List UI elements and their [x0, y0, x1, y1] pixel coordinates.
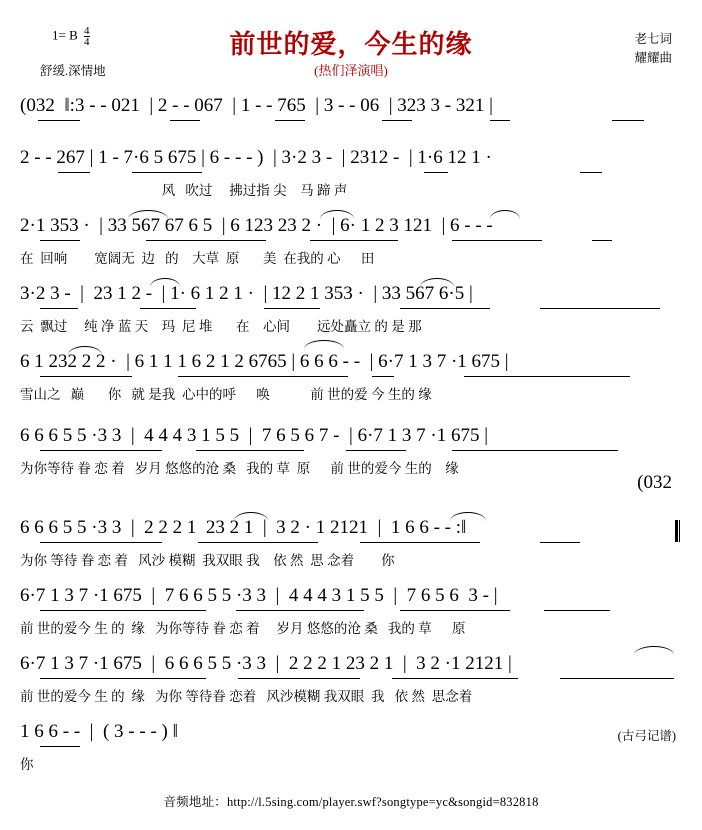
page-title: 前世的爱，今生的缘 — [229, 30, 473, 59]
notation-line: 6·7 1 3 7 ·1 675 | 7 6 6 5 5 ·3 3 | 4 4 4 3 1 5 5 | 7 6 5 6 3 - | — [20, 585, 498, 606]
beam-mark — [580, 172, 602, 173]
tie-mark — [450, 512, 486, 521]
beam-mark — [490, 120, 510, 121]
beam-mark — [198, 542, 318, 543]
beam-mark — [40, 308, 78, 309]
audio-link-text: 音频地址：http://l.5sing.com/player.swf?songtype=yc&songid=832818 — [163, 795, 539, 809]
beam-mark — [146, 240, 266, 241]
tie-mark — [150, 278, 180, 287]
beam-mark — [560, 678, 674, 679]
tie-mark — [490, 210, 520, 219]
beam-mark — [310, 240, 398, 241]
lyrics-line: 你 — [20, 757, 34, 772]
repeat-barline — [675, 520, 680, 542]
music-system-6 — [20, 425, 682, 493]
music-system-2 — [20, 148, 682, 199]
beam-mark — [612, 120, 644, 121]
music-system-1 — [20, 96, 682, 124]
music-system-7 — [20, 518, 682, 569]
music-system-5 — [20, 352, 682, 403]
beam-mark — [140, 308, 196, 309]
beam-mark — [400, 308, 490, 309]
beam-mark — [264, 308, 320, 309]
music-system-3 — [20, 216, 682, 267]
tie-mark — [320, 210, 354, 219]
key-label: 1= B — [52, 27, 78, 43]
beam-mark — [236, 610, 364, 611]
beam-mark — [382, 120, 412, 121]
beam-mark — [40, 746, 80, 747]
transcriber-credit: (古弓记谱) — [617, 729, 676, 743]
lyrics-line: 风 吹过 拂过指 尖 马 蹄 声 — [20, 183, 348, 198]
beam-mark — [58, 172, 90, 173]
tempo-mood-marking: 舒缓.深情地 — [40, 64, 106, 78]
tie-mark — [420, 278, 454, 287]
lyrics-line: 前 世的爱今 生 的 缘 为你等待 眷 恋 着 岁月 悠悠的沧 桑 我的 草 原 — [20, 621, 466, 636]
beam-mark — [40, 610, 206, 611]
beam-mark — [196, 450, 304, 451]
beam-mark — [40, 376, 132, 377]
beam-mark — [40, 678, 206, 679]
lyrics-line: 在 回响 宽阔无 边 的 大草 原 美 在我的 心 田 — [20, 251, 375, 266]
lyrics-line: 云 飘过 纯 净 蓝 天 玛 尼 堆 在 心间 远处矗立 的 是 那 — [20, 319, 422, 334]
beam-mark — [170, 120, 200, 121]
tie-mark — [68, 346, 102, 355]
lyrics-line: 前 世的爱今 生 的 缘 为你 等待眷 恋着 风沙模糊 我双眼 我 依 然 思念着 — [20, 689, 473, 704]
beam-mark — [452, 450, 618, 451]
beam-mark — [464, 376, 630, 377]
notation-line: (032 ‖:3 - - 021 | 2 - - 067 | 1 - - 765 | 3 - - 06 | 323 3 - 321 | — [20, 95, 493, 116]
beam-mark — [540, 542, 580, 543]
pickup-repeat-marker: (032 — [637, 472, 672, 493]
beam-mark — [372, 376, 394, 377]
beam-mark — [360, 542, 480, 543]
tie-mark — [304, 340, 344, 349]
beam-mark — [38, 120, 80, 121]
beam-mark — [392, 678, 518, 679]
tie-mark — [234, 512, 268, 521]
beam-mark — [540, 308, 660, 309]
lyrics-line: 为你等待 眷 恋 着 岁月 悠悠的沧 桑 我的 草 原 前 世的爱今 生的 缘 — [20, 461, 459, 476]
tie-mark — [634, 646, 674, 655]
beam-mark — [275, 120, 305, 121]
composer-credit: 耀耀曲 — [634, 51, 672, 66]
beam-mark — [238, 678, 360, 679]
credits — [634, 30, 672, 69]
notation-line: 6 1 232 2 2 · | 6 1 1 1 6 2 1 2 6765 | 6 6 6 - - | 6·7 1 3 7 ·1 675 | — [20, 351, 509, 372]
lyrics-line: 为你 等待 眷 恋 着 风沙 模糊 我双眼 我 依 然 思 念着 你 — [20, 553, 395, 568]
notation-line: 6·7 1 3 7 ·1 675 | 6 6 6 5 5 ·3 3 | 2 2 2 1 23 2 1 | 3 2 ·1 2121 | — [20, 653, 512, 674]
beam-mark — [592, 240, 612, 241]
beam-mark — [40, 450, 162, 451]
lyrics-line: 雪山之 巅 你 就 是我 心中的呼 唤 前 世的爱 今 生的 缘 — [20, 387, 432, 402]
notation-line: 6 6 6 5 5 ·3 3 | 2 2 2 1 23 2 1 | 3 2 · 1 2121 | 1 6 6 - - :‖ — [20, 517, 467, 538]
tie-mark — [128, 210, 168, 219]
beam-mark — [400, 610, 510, 611]
music-system-4 — [20, 284, 682, 335]
notation-line: 6 6 6 5 5 ·3 3 | 4 4 4 3 1 5 5 | 7 6 5 6 7 - | 6·7 1 3 7 ·1 675 | — [20, 425, 489, 446]
notation-line: 2 - - 267 | 1 - 7·6 5 675 | 6 - - - ) | 3·2 3 - | 2312 - | 1·6 12 1 · — [20, 147, 492, 168]
lyricist-credit: 老七词 — [634, 32, 672, 46]
beam-mark — [346, 450, 406, 451]
performer-subtitle: (热们泽演唱) — [314, 63, 388, 78]
notation-line: 1 6 6 - - | ( 3 - - - ) ‖ — [20, 721, 178, 742]
music-system-9 — [20, 654, 682, 705]
beam-mark — [544, 610, 610, 611]
beam-mark — [132, 172, 202, 173]
notation-line: 2·1 353 · | 33 567 67 6 5 | 6 123 23 2 · | 6· 1 2 3 121 | 6 - - - — [20, 215, 493, 236]
time-signature-numerator: 4 — [84, 25, 90, 37]
time-signature-denominator: 4 — [84, 36, 90, 49]
beam-mark — [178, 376, 348, 377]
beam-mark — [424, 172, 448, 173]
notation-line: 3·2 3 - | 23 1 2 - | 1· 6 1 2 1 · | 12 2 1 353 · | 33 567 6·5 | — [20, 283, 473, 304]
beam-mark — [40, 542, 162, 543]
music-system-10 — [20, 722, 682, 773]
beam-mark — [452, 240, 542, 241]
beam-mark — [40, 240, 80, 241]
music-system-8 — [20, 586, 682, 637]
